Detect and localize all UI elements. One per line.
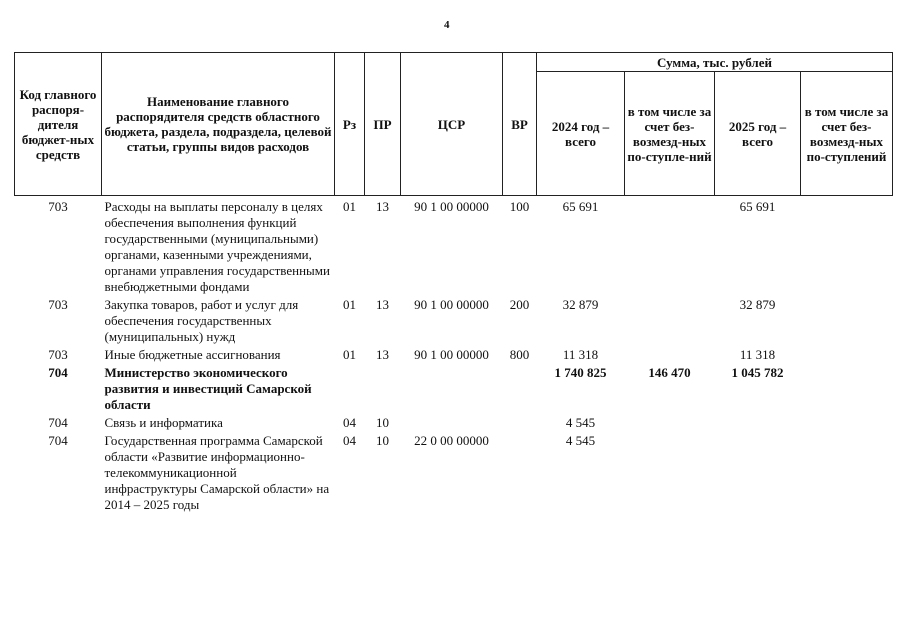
header-sum-group: Сумма, тыс. рублей <box>537 53 893 72</box>
cell-csr: 90 1 00 00000 <box>414 297 489 312</box>
header-csr: ЦСР <box>401 53 503 196</box>
cell-csr: 90 1 00 00000 <box>414 199 489 214</box>
cell-vr <box>503 415 537 433</box>
cell-2024-total: 65 691 <box>562 199 599 214</box>
cell-2025-total: 32 879 <box>739 297 776 312</box>
cell-2025-free <box>801 365 893 415</box>
cell-2024-total: 4 545 <box>565 415 596 430</box>
header-rz: Рз <box>335 53 365 196</box>
table-row <box>15 415 893 433</box>
cell-csr <box>401 415 503 433</box>
cell-pr: 10 <box>376 433 389 448</box>
cell-2025-free <box>801 297 893 347</box>
header-pr: ПР <box>365 53 401 196</box>
cell-2025-total <box>715 415 801 433</box>
header-code: Код главного распоря-дителя бюджет-ных средств <box>15 53 102 196</box>
cell-2024-free: 146 470 <box>648 365 691 380</box>
cell-name: Министерство экономического развития и инвестиций Самарской области <box>104 365 312 412</box>
cell-2024-free <box>625 297 715 347</box>
table-row <box>15 347 893 365</box>
cell-2025-total <box>715 433 801 515</box>
cell-2024-total: 11 318 <box>562 347 599 362</box>
cell-code: 703 <box>48 297 68 312</box>
cell-pr <box>365 365 401 415</box>
cell-name: Иные бюджетные ассигнования <box>104 347 281 362</box>
cell-2024-free <box>625 347 715 365</box>
header-2024-total: 2024 год – всего <box>537 72 625 196</box>
table-row <box>15 196 893 298</box>
header-vr: ВР <box>503 53 537 196</box>
cell-2025-free <box>801 433 893 515</box>
cell-2025-free <box>801 415 893 433</box>
cell-code: 704 <box>48 433 68 448</box>
cell-vr: 800 <box>509 347 530 362</box>
cell-csr: 22 0 00 00000 <box>414 433 489 448</box>
cell-name: Расходы на выплаты персоналу в целях обеспечения выполнения функций государственными (муниципальными) органами, казенными учреждениями, органами управления государственными внебюджетными фондами <box>104 199 330 294</box>
cell-2025-free <box>801 347 893 365</box>
cell-rz: 04 <box>343 433 356 448</box>
table-header <box>15 53 893 196</box>
cell-2024-total: 32 879 <box>562 297 599 312</box>
cell-name: Связь и информатика <box>104 415 223 430</box>
cell-code: 704 <box>48 365 68 380</box>
header-2025-free: в том числе за счет без-возмезд-ных по-ступлений <box>801 72 893 196</box>
cell-pr: 10 <box>376 415 389 430</box>
cell-rz: 01 <box>343 297 356 312</box>
cell-2024-total: 4 545 <box>565 433 596 448</box>
cell-code: 703 <box>48 199 68 214</box>
cell-vr: 200 <box>509 297 530 312</box>
cell-rz: 01 <box>343 199 356 214</box>
header-2025-total: 2025 год – всего <box>715 72 801 196</box>
header-name: Наименование главного распорядителя средств областного бюджета, раздела, подраздела, целевой статьи, группы видов расходов <box>102 53 335 196</box>
cell-code: 703 <box>48 347 68 362</box>
table-row <box>15 365 893 415</box>
cell-csr <box>401 365 503 415</box>
cell-code: 704 <box>48 415 68 430</box>
cell-2025-free <box>801 196 893 298</box>
header-2024-free: в том числе за счет без-возмезд-ных по-ступле-ний <box>625 72 715 196</box>
cell-csr: 90 1 00 00000 <box>414 347 489 362</box>
cell-pr: 13 <box>376 297 389 312</box>
table-body <box>15 196 893 516</box>
cell-2025-total: 65 691 <box>739 199 776 214</box>
cell-2025-total: 1 045 782 <box>731 365 784 380</box>
cell-2025-total: 11 318 <box>739 347 776 362</box>
cell-2024-total: 1 740 825 <box>554 365 607 380</box>
page-number: 4 <box>444 19 450 31</box>
table-row <box>15 297 893 347</box>
table-row <box>15 433 893 515</box>
cell-pr: 13 <box>376 199 389 214</box>
cell-2024-free <box>625 433 715 515</box>
cell-rz: 01 <box>343 347 356 362</box>
cell-2024-free <box>625 196 715 298</box>
cell-rz <box>335 365 365 415</box>
cell-vr <box>503 365 537 415</box>
cell-name: Закупка товаров, работ и услуг для обеспечения государственных (муниципальных) нужд <box>104 297 299 344</box>
budget-table <box>14 52 893 515</box>
cell-name: Государственная программа Самарской области «Развитие информационно-телекоммуникационной инфраструктуры Самарской области» на 2014 – 2025 годы <box>104 433 330 512</box>
cell-pr: 13 <box>376 347 389 362</box>
cell-2024-free <box>625 415 715 433</box>
cell-rz: 04 <box>343 415 356 430</box>
cell-vr: 100 <box>509 199 530 214</box>
cell-vr <box>503 433 537 515</box>
